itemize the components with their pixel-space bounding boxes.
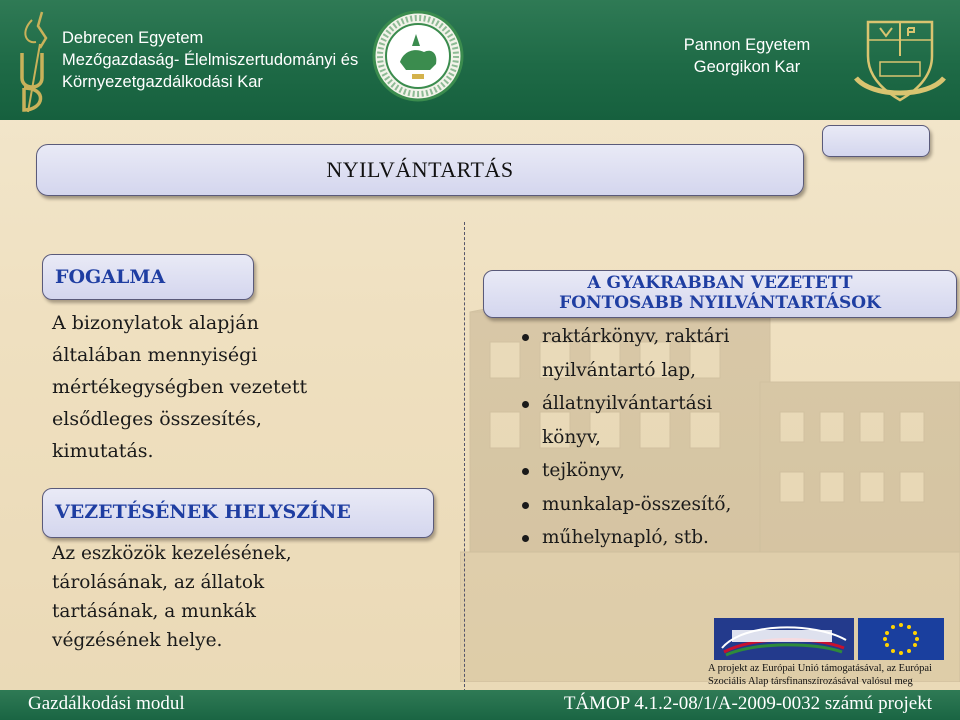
records-list <box>518 320 948 555</box>
header-left-institution <box>62 27 358 93</box>
list-item: raktárkönyv, raktári <box>518 320 948 354</box>
records-label-line: FONTOSABB NYILVÁNTARTÁSOK <box>559 293 881 313</box>
uj-magyarorszag-logo-icon <box>714 618 854 660</box>
header-left-line: Környezetgazdálkodási Kar <box>62 73 263 91</box>
header-left-line: Debrecen Egyetem <box>62 29 204 47</box>
header-right-institution <box>672 34 822 78</box>
definition-line: általában mennyiségi <box>52 344 258 366</box>
footer-module-name: Gazdálkodási modul <box>28 693 185 714</box>
definition-label: FOGALMA <box>42 254 254 300</box>
page-title: NYILVÁNTARTÁS <box>326 157 514 182</box>
list-item: állatnyilvántartási <box>518 387 948 421</box>
location-line: tartásának, a munkák <box>52 601 256 622</box>
location-line: tárolásának, az állatok <box>52 572 265 593</box>
vp-shield-logo-icon <box>852 16 948 106</box>
list-item-continuation: nyilvántartó lap, <box>542 359 697 381</box>
location-text <box>52 539 442 655</box>
header-left-line: Mezőgazdaság- Élelmiszertudományi és <box>62 51 359 69</box>
list-item-continuation: könyv, <box>542 426 601 448</box>
definition-line: elsődleges összesítés, <box>52 408 262 430</box>
university-seal-icon <box>372 10 464 102</box>
corner-empty-box <box>822 125 930 157</box>
list-item: munkalap-összesítő, <box>518 488 948 522</box>
column-divider <box>464 222 465 692</box>
location-line: végzésének helye. <box>52 630 223 651</box>
eu-note-line: Szociális Alap társfinanszírozásával valósul meg <box>708 675 913 687</box>
footer-bar <box>0 690 960 720</box>
header-banner <box>0 0 960 120</box>
definition-line: A bizonylatok alapján <box>52 312 259 334</box>
header-right-line: Pannon Egyetem <box>683 36 811 54</box>
eu-flag-icon <box>858 618 944 660</box>
definition-line: mértékegységben vezetett <box>52 376 308 398</box>
title-banner <box>36 144 804 196</box>
eu-funding-note <box>708 663 958 688</box>
footer-project-id: TÁMOP 4.1.2-08/1/A-2009-0032 számú projekt <box>563 693 932 714</box>
location-label: VEZETÉSÉNEK HELYSZÍNE <box>42 488 434 538</box>
list-item: műhelynapló, stb. <box>518 521 948 555</box>
list-item: tejkönyv, <box>518 454 948 488</box>
ud-monogram-logo-icon <box>10 8 58 113</box>
header-right-line: Georgikon Kar <box>693 58 801 76</box>
records-label-line: A GYAKRABBAN VEZETETT <box>587 273 853 293</box>
eu-note-line: A projekt az Európai Unió támogatásával, az Európai <box>708 663 932 674</box>
definition-text <box>52 307 412 467</box>
location-line: Az eszközök kezelésének, <box>52 543 292 564</box>
records-list-label <box>483 270 957 318</box>
definition-line: kimutatás. <box>52 440 154 462</box>
